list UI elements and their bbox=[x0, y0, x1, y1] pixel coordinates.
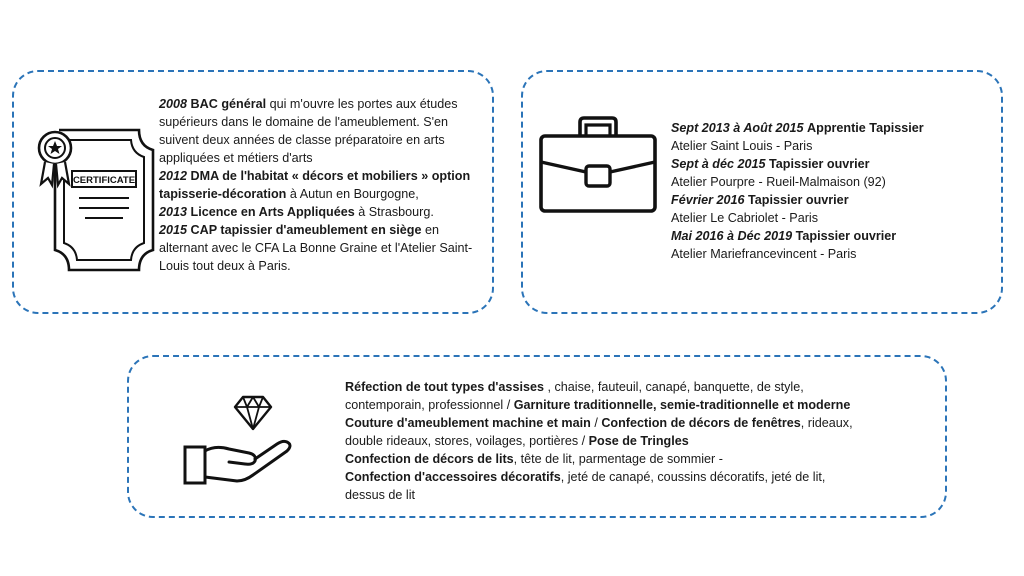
edu-entry-2013: 2013 Licence en Arts Appliquées à Strasbourg. bbox=[159, 205, 434, 219]
edu-entry-2008: 2008 BAC général qui m'ouvre les portes aux études supérieurs dans le domaine de l'ameublement. S'en suivent deux années de classe préparatoire en arts appliquées et métiers d'arts bbox=[159, 97, 458, 165]
exp-entry-4-title: Mai 2016 à Déc 2019 Tapissier ouvrier bbox=[671, 229, 897, 243]
exp-entry-4-place: Atelier Mariefrancevincent - Paris bbox=[671, 247, 857, 261]
skills-line-2: contemporain, professionnel / Garniture traditionnelle, semie-traditionnelle et moderne bbox=[345, 398, 851, 412]
skills-line-6: Confection d'accessoires décoratifs, jeté de canapé, coussins décoratifs, jeté de lit, bbox=[345, 470, 826, 484]
experience-card bbox=[521, 70, 1003, 314]
skills-card bbox=[127, 355, 947, 518]
svg-text:CERTIFICATE: CERTIFICATE bbox=[72, 175, 136, 186]
hand-diamond-icon bbox=[179, 389, 297, 489]
exp-entry-2-title: Sept à déc 2015 Tapissier ouvrier bbox=[671, 157, 870, 171]
briefcase-icon bbox=[538, 116, 658, 214]
skills-line-3: Couture d'ameublement machine et main / Confection de décors de fenêtres, rideaux, bbox=[345, 416, 853, 430]
exp-entry-1-title: Sept 2013 à Août 2015 Apprentie Tapissier bbox=[671, 121, 924, 135]
education-card bbox=[12, 70, 494, 314]
certificate-icon bbox=[29, 100, 159, 284]
skills-text bbox=[345, 378, 935, 504]
education-text bbox=[159, 95, 479, 275]
skills-line-7: dessus de lit bbox=[345, 488, 416, 502]
exp-entry-3-title: Février 2016 Tapissier ouvrier bbox=[671, 193, 849, 207]
exp-entry-3-place: Atelier Le Cabriolet - Paris bbox=[671, 211, 818, 225]
experience-text bbox=[671, 119, 991, 263]
skills-line-5: Confection de décors de lits, tête de lit, parmentage de sommier - bbox=[345, 452, 723, 466]
exp-entry-2-place: Atelier Pourpre - Rueil-Malmaison (92) bbox=[671, 175, 886, 189]
edu-entry-2015: 2015 CAP tapissier d'ameublement en siège en alternant avec le CFA La Bonne Graine et l'Atelier Saint-Louis tout deux à Paris. bbox=[159, 223, 473, 273]
exp-entry-1-place: Atelier Saint Louis - Paris bbox=[671, 139, 813, 153]
skills-line-1: Réfection de tout types d'assises , chaise, fauteuil, canapé, banquette, de style, bbox=[345, 380, 804, 394]
skills-line-4: double rideaux, stores, voilages, portières / Pose de Tringles bbox=[345, 434, 689, 448]
edu-entry-2012: 2012 DMA de l'habitat « décors et mobiliers » option tapisserie-décoration à Autun en Bourgogne, bbox=[159, 169, 471, 201]
